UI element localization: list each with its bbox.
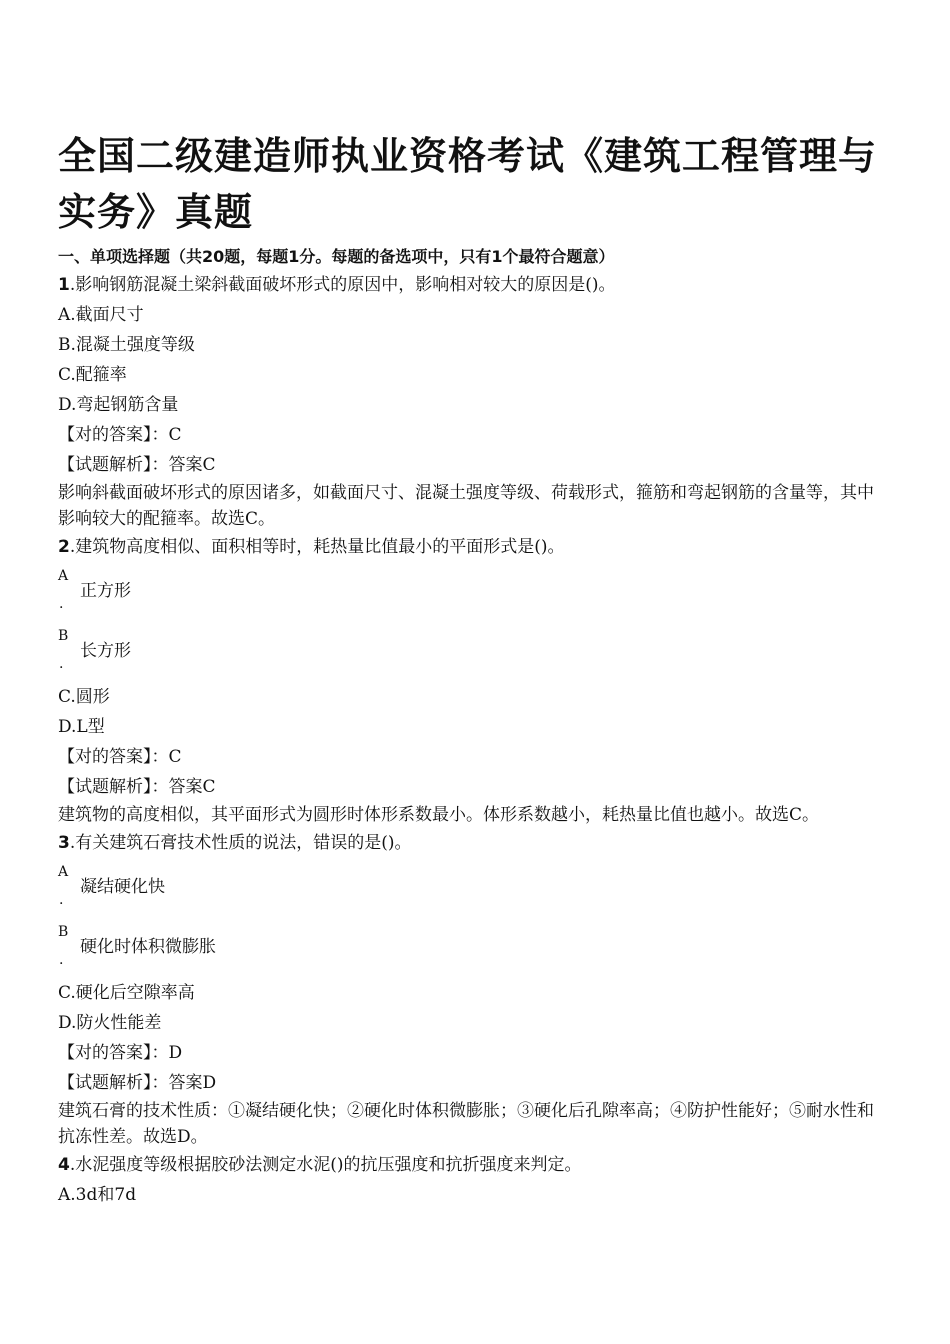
title-line-1: 全国二级建造师执业资格考试《建筑工程管理与 [58,134,878,178]
option-letter: A [58,568,69,584]
question-2 [58,532,888,828]
option-d: D.L型 [58,717,105,737]
option-b: B.混凝土强度等级 [58,335,195,355]
section-heading: 一、单项选择题（共20题，每题1分。每题的备选项中，只有1个最符合题意） [58,247,615,266]
option-d: D.弯起钢筋含量 [58,395,179,415]
option-c: C.圆形 [58,687,110,707]
explanation: 建筑物的高度相似，其平面形式为圆形时体形系数最小。体形系数越小，耗热量比值也越小。故选C。 [58,805,820,825]
question-stem [58,828,888,858]
title-line-2: 实务》真题 [58,190,254,234]
explanation: 建筑石膏的技术性质：①凝结硬化快；②硬化时体积微膨胀；③硬化后孔隙率高；④防护性能好；⑤耐水性和抗冻性差。故选D。 [58,1101,874,1147]
correct-answer: 【对的答案】：C [58,747,182,767]
explanation: 影响斜截面破坏形式的原因诸多，如截面尺寸、混凝土强度等级、荷载形式，箍筋和弯起钢筋的含量等，其中影响较大的配箍率。故选C。 [58,483,874,529]
option-a: A.截面尺寸 [58,305,144,325]
option-dot: . [59,952,64,968]
analysis-label: 【试题解析】：答案C [58,777,216,797]
option-b [58,918,888,978]
question-text: .水泥强度等级根据胶砂法测定水泥()的抗压强度和抗折强度来判定。 [69,1155,582,1175]
question-number: 4 [58,1155,70,1175]
question-number: 2 [58,537,70,557]
option-c: C.配箍率 [58,365,127,385]
option-b [58,622,888,682]
option-a: A.3d和7d [58,1185,137,1205]
option-dot: . [59,596,64,612]
document-page [58,128,888,1210]
option-letter: B [58,628,69,644]
correct-answer: 【对的答案】：C [58,425,182,445]
option-d: D.防火性能差 [58,1013,162,1033]
option-text: 长方形 [80,641,131,661]
option-dot: . [59,892,64,908]
question-3 [58,828,888,1150]
question-number: 1 [58,275,70,295]
option-letter: A [58,864,69,880]
question-stem [58,270,888,300]
option-text: 硬化时体积微膨胀 [80,937,216,957]
option-text: 正方形 [80,581,131,601]
option-a [58,562,888,622]
question-text: .建筑物高度相似、面积相等时，耗热量比值最小的平面形式是()。 [69,537,565,557]
analysis-label: 【试题解析】：答案C [58,455,216,475]
option-letter: B [58,924,69,940]
question-text: .有关建筑石膏技术性质的说法，错误的是()。 [69,833,412,853]
correct-answer: 【对的答案】：D [58,1043,183,1063]
question-stem [58,1150,888,1180]
document-title [58,128,888,240]
option-a [58,858,888,918]
question-number: 3 [58,833,70,853]
question-stem [58,532,888,562]
option-c: C.硬化后空隙率高 [58,983,195,1003]
option-dot: . [59,656,64,672]
question-4 [58,1150,888,1210]
question-1 [58,270,888,532]
question-text: .影响钢筋混凝土梁斜截面破坏形式的原因中，影响相对较大的原因是()。 [69,275,616,295]
option-text: 凝结硬化快 [80,877,165,897]
analysis-label: 【试题解析】：答案D [58,1073,217,1093]
